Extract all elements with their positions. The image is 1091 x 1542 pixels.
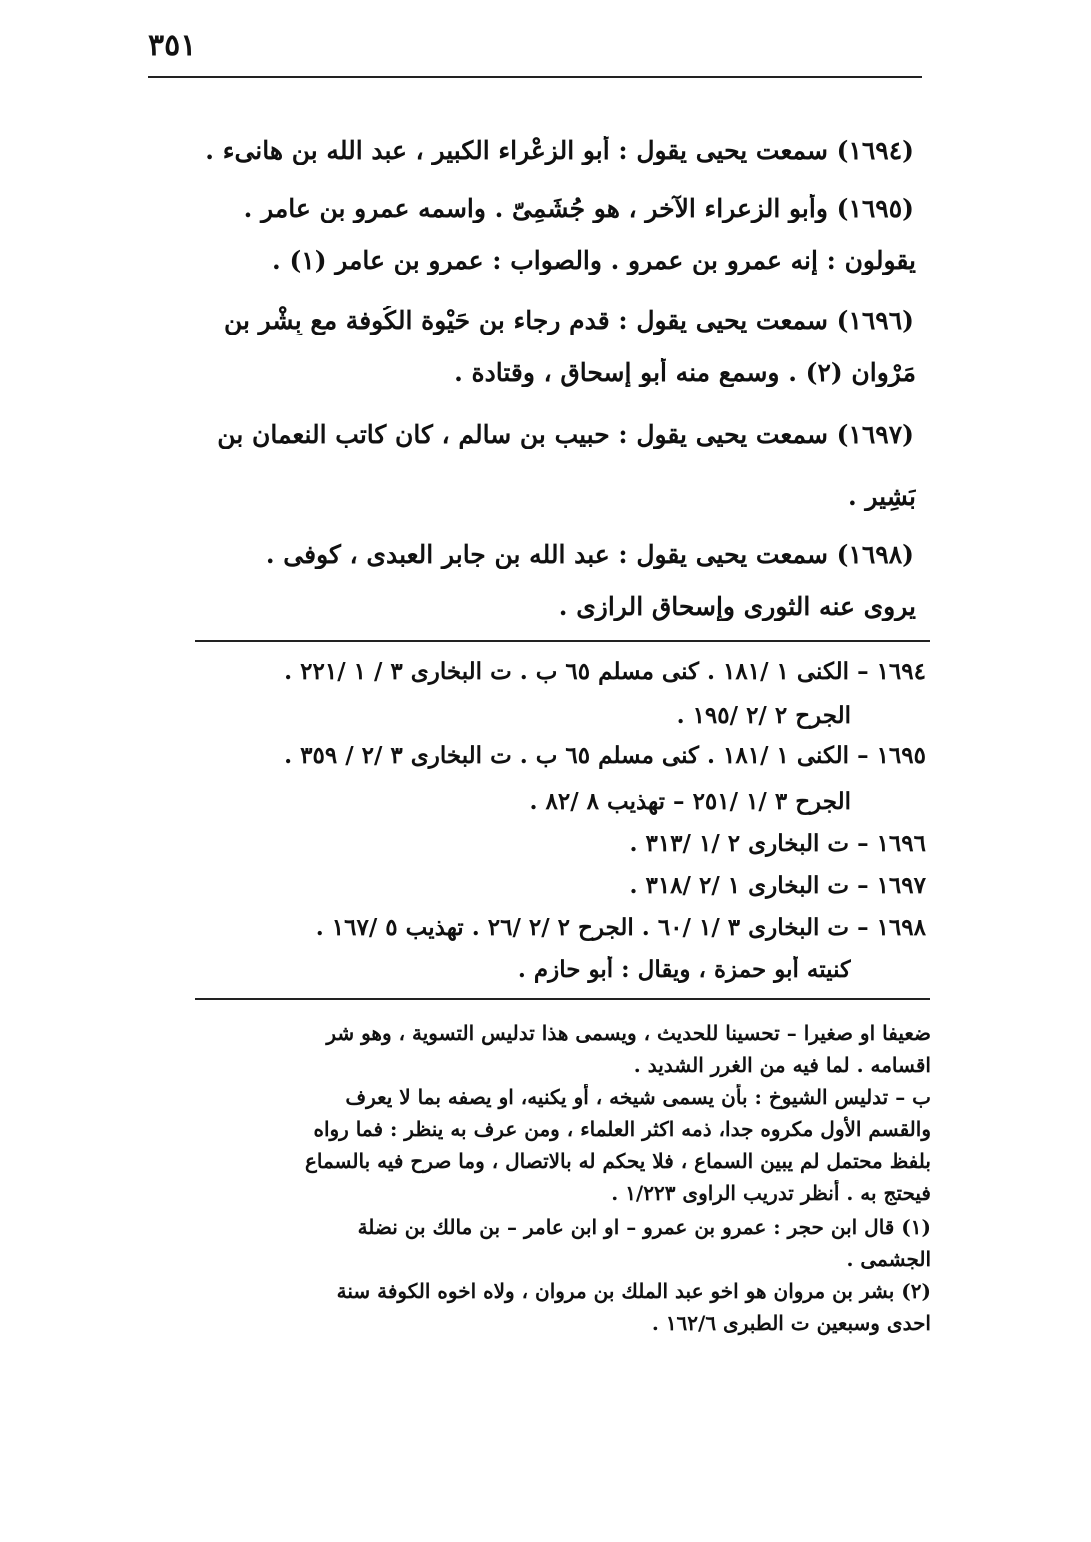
- ref-1694-line-1: ١٦٩٤ – الكنى ١ /١٨١ . كنى مسلم ٦٥ ب . ت البخارى ٣ / ١ /٢٢١ .: [284, 658, 926, 685]
- footnote-line-6: فيحتج به . أنظر تدريب الراوى ١/٢٢٣ .: [611, 1181, 931, 1205]
- entry-1697-line-1: (١٦٩٧) سمعت يحيى يقول : حبيب بن سالم ، كان كاتب النعمان بن: [217, 420, 914, 449]
- ref-1696: ١٦٩٦ – ت البخارى ٢ /١ /٣١٣ .: [629, 830, 926, 857]
- ref-1697: ١٦٩٧ – ت البخارى ١ /٢ /٣١٨ .: [629, 872, 926, 899]
- entry-1695-line-1: (١٦٩٥) وأبو الزعراء الآخر ، هو جُشَمِىّ . واسمه عمرو بن عامر .: [243, 194, 914, 223]
- entry-1695-line-2: يقولون : إنه عمرو بن عمرو . والصواب : عمرو بن عامر (١) .: [272, 246, 916, 275]
- references-rule: [195, 640, 930, 642]
- footnote-line-3: ب – تدليس الشيوخ : بأن يسمى شيخه ، أو يكنيه، او يصفه بما لا يعرف: [345, 1085, 931, 1109]
- ref-1698-line-1: ١٦٩٨ – ت البخارى ٣ /١ /٦٠ . الجرح ٢ /٢ /٢٦ . تهذيب ٥ /١٦٧ .: [315, 914, 926, 941]
- footnote-line-5: بلفظ محتمل لم يبين السماع ، فلا يحكم له بالاتصال ، وما صرح فيه بالسماع: [304, 1149, 931, 1173]
- footnote-line-4: والقسم الأول مكروه جدا، ذمه اكثر العلماء ، ومن عرف به ينظر : فما رواه: [313, 1117, 931, 1141]
- footnote-2-line-1: (٢) بشر بن مروان هو اخو عبد الملك بن مروان ، ولاه اخوه الكوفة سنة: [336, 1279, 931, 1303]
- ref-1694-line-2: الجرح ٢ /٢ /١٩٥ .: [676, 702, 851, 729]
- footnote-2-line-2: احدى وسبعين ت الطبرى ١٦٢/٦ .: [651, 1311, 931, 1335]
- footnote-1-line-1: (١) قال ابن حجر : عمرو بن عمرو – او ابن عامر – بن مالك بن نضلة: [357, 1215, 931, 1239]
- header-rule: [148, 76, 922, 78]
- entry-1696-line-2: مَرْوان (٢) . وسمع منه أبو إسحاق ، وقتادة .: [454, 358, 916, 387]
- entry-1694-line-1: (١٦٩٤) سمعت يحيى يقول : أبو الزعْراء الكبير ، عبد الله بن هانىء .: [205, 136, 914, 165]
- entry-1696-line-1: (١٦٩٦) سمعت يحيى يقول : قدم رجاء بن حَيْوة الكُوفة مع بِشْر بن: [223, 306, 914, 335]
- entry-1698-line-2: يروى عنه الثورى وإسحاق الرازى .: [558, 592, 916, 621]
- ref-1695-line-1: ١٦٩٥ – الكنى ١ /١٨١ . كنى مسلم ٦٥ ب . ت البخارى ٣ /٢ / ٣٥٩ .: [284, 742, 926, 769]
- ref-1695-line-2: الجرح ٣ /١ /٢٥١ – تهذيب ٨ /٨٢ .: [529, 788, 851, 815]
- ref-1698-line-2: كنيته أبو حمزة ، ويقال : أبو حازم .: [517, 956, 851, 983]
- footnotes-rule: [195, 998, 930, 1000]
- footnote-1-line-2: الجشمى .: [846, 1247, 931, 1271]
- entry-1698-line-1: (١٦٩٨) سمعت يحيى يقول : عبد الله بن جابر العبدى ، كوفى .: [265, 540, 914, 569]
- footnote-line-2: اقسامه . لما فيه من الغرر الشديد .: [633, 1053, 931, 1077]
- page-number: ٣٥١: [148, 28, 197, 63]
- entry-1697-line-2: بَشِير .: [847, 482, 916, 511]
- footnote-line-1: ضعيفا او صغيرا – تحسينا للحديث ، ويسمى هذا تدليس التسوية ، وهو شر: [326, 1021, 931, 1045]
